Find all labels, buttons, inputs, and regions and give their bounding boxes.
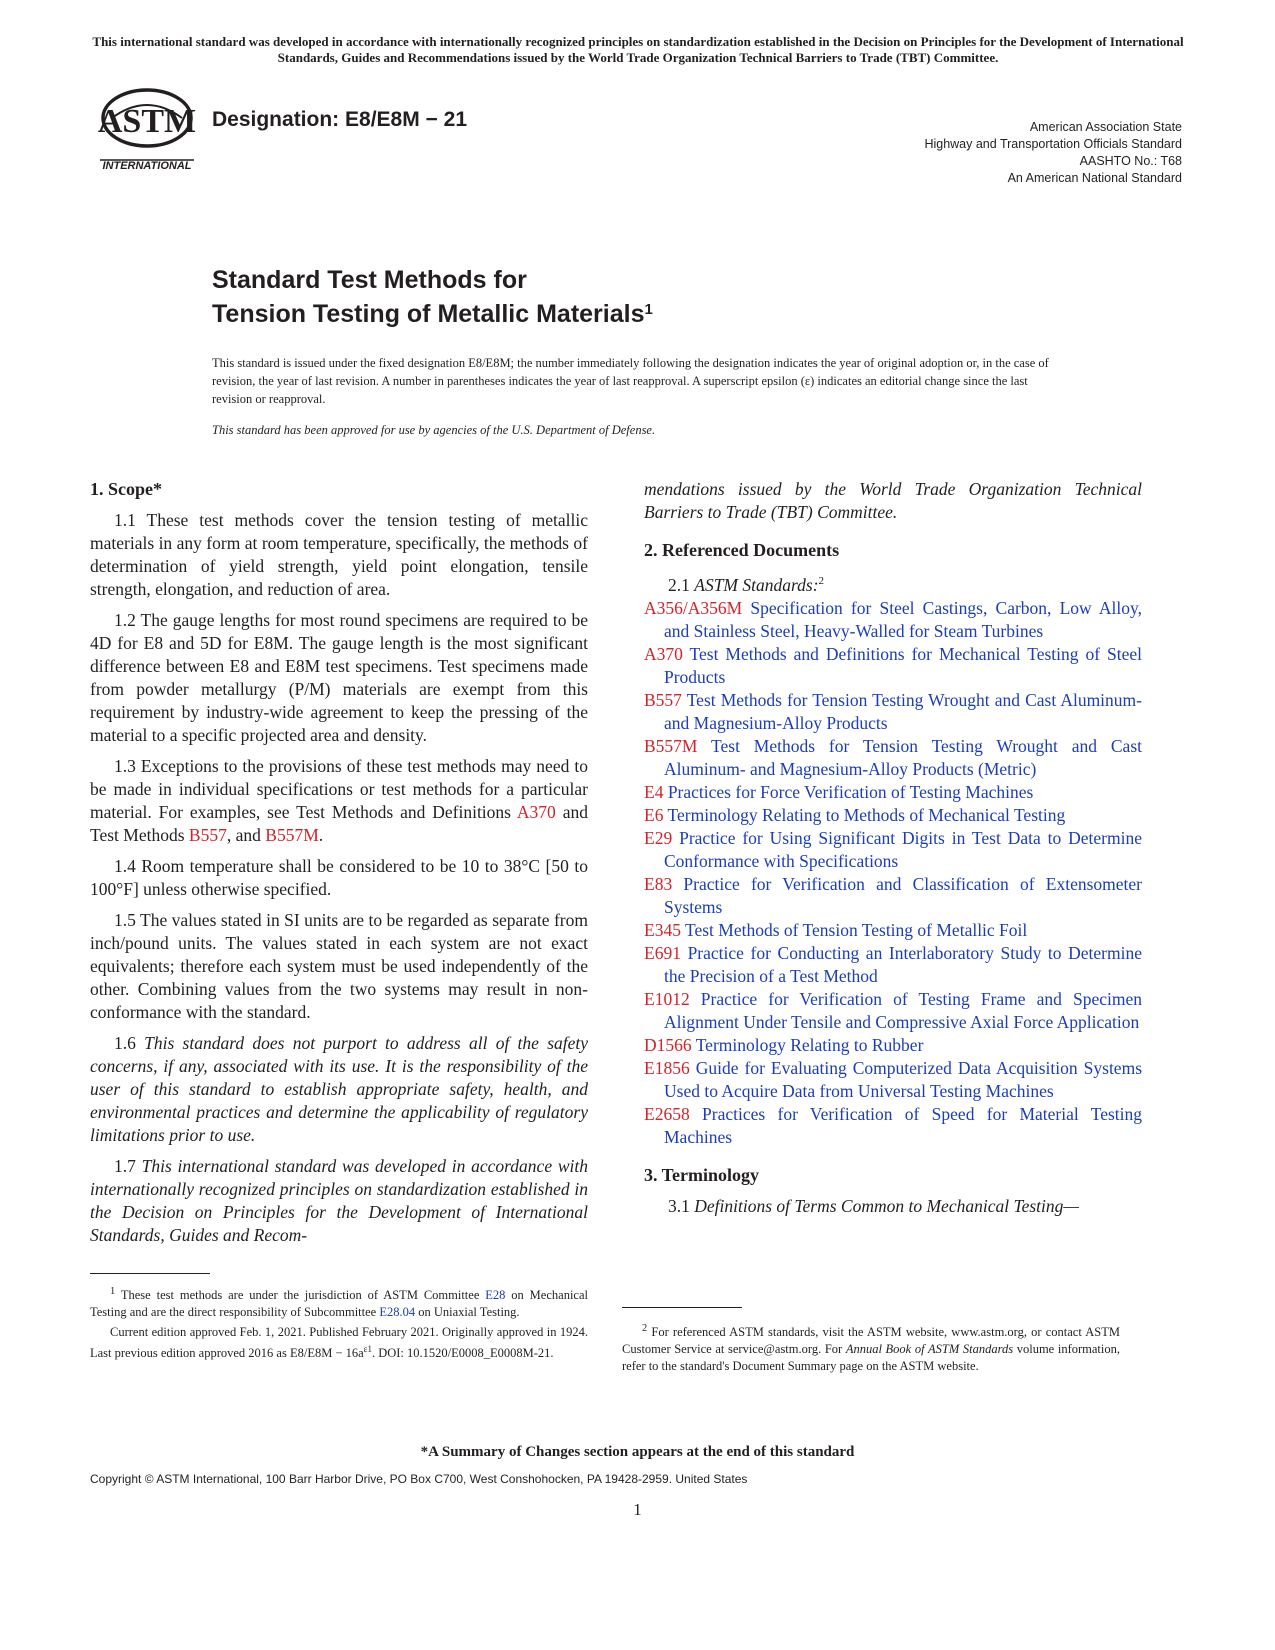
logo-letters: ASTM	[97, 103, 197, 140]
paragraph-1-4: 1.4 Room temperature shall be considered to be 10 to 38°C [50 to 100°F] unless otherwise specified.	[90, 856, 588, 899]
reference-item[interactable]: E83 Practice for Verification and Classification of Extensometer Systems	[644, 873, 1143, 917]
astm-standards-label: 2.1 ASTM Standards:$^2$	[668, 574, 825, 595]
reference-item[interactable]: D1566 Terminology Relating to Rubber	[644, 1034, 924, 1055]
link-e28[interactable]: E28	[485, 1288, 506, 1303]
astm-logo-icon	[92, 82, 202, 174]
reference-item[interactable]: E1012 Practice for Verification of Testing Frame and Specimen Alignment Under Tensile and Compressive Axial Force Application	[644, 988, 1143, 1032]
footnote-rule-right	[622, 1307, 742, 1308]
reference-item[interactable]: B557M Test Methods for Tension Testing Wrought and Cast Aluminum- and Magnesium-Alloy Products (Metric)	[644, 735, 1142, 779]
aashto-block	[924, 119, 1182, 187]
title-line-1: Standard Test Methods for	[212, 266, 527, 294]
right-column	[644, 478, 1142, 1226]
left-column	[90, 478, 588, 1255]
footnote-rule-left	[90, 1273, 210, 1274]
designation: Designation: E8/E8M − 21	[212, 108, 467, 131]
reference-item[interactable]: E29 Practice for Using Significant Digits in Test Data to Determine Conformance with Specifications	[644, 827, 1143, 871]
reference-item[interactable]: E4 Practices for Force Verification of Testing Machines	[644, 781, 1034, 802]
reference-item[interactable]: E345 Test Methods of Tension Testing of Metallic Foil	[644, 919, 1028, 940]
aashto-line: AASHTO No.: T68	[1079, 154, 1182, 168]
aashto-line: American Association State	[1029, 120, 1182, 134]
paragraph-1-6: 1.6 This standard does not purport to address all of the safety concerns, if any, associated with its use. It is the responsibility of the user of this standard to establish appropriate safety, health, and environmental practices and determine the applicability of regulatory limitations prior to use.	[90, 1033, 589, 1145]
reference-item[interactable]: B557 Test Methods for Tension Testing Wrought and Cast Aluminum- and Magnesium-Alloy Products	[644, 689, 1142, 733]
title-footnote-mark: 1	[644, 301, 653, 318]
document-title	[212, 263, 653, 331]
reference-item[interactable]: E6 Terminology Relating to Methods of Mechanical Testing	[644, 804, 1066, 825]
paragraph-1-7: 1.7 This international standard was developed in accordance with internationally recognized principles on standardization established in the Decision on Principles for the Development of International Standards, Guides and Recom-	[90, 1156, 589, 1245]
footnote-1: $^1$ These test methods are under the jurisdiction of ASTM Committee E28 on Mechanical Testing and are the direct responsibility of Subcommittee E28.04 on Uniaxial Testing. Current edition approved Feb. 1, 2021. Published February 2021. Originally approved in 1924. Last previous edition approved 2016 as $E8/E8M - 16a^{\varepsilon 1}$. DOI: 10.1520/E0008_E0008M-21.	[90, 1286, 588, 1361]
reference-item[interactable]: A370 Test Methods and Definitions for Mechanical Testing of Steel Products	[644, 643, 1142, 687]
issued-note: This standard is issued under the fixed designation E8/E8M; the number immediately following the designation indicates the year of original adoption or, in the case of revision, the year of last revision. A number in parentheses indicates the year of last reapproval. A superscript epsilon (ε) indicates an editorial change since the last revision or reapproval.	[212, 356, 1049, 406]
title-line-2: Tension Testing of Metallic Materials$^1$	[212, 300, 653, 328]
astm-logo	[92, 82, 202, 174]
paragraph-1-5: 1.5 The values stated in SI units are to be regarded as separate from inch/pound units. The values stated in each system are not exact equivalents; therefore each system must be used independently of the other. Combining values from the two systems may result in non-conformance with the standard.	[90, 910, 588, 1022]
aashto-line: An American National Standard	[1007, 171, 1182, 185]
reference-list	[644, 597, 1142, 1149]
summary-note: *A Summary of Changes section appears at the end of this standard	[420, 1444, 855, 1460]
reference-item[interactable]: E1856 Guide for Evaluating Computerized Data Acquisition Systems Used to Acquire Data from Universal Testing Machines	[644, 1057, 1142, 1101]
reference-item[interactable]: E691 Practice for Conducting an Interlaboratory Study to Determine the Precision of a Test Method	[644, 942, 1143, 986]
footnote-2: $^2$ For referenced ASTM standards, visit the ASTM website, www.astm.org, or contact ASTM Customer Service at service@astm.org. For Annual Book of ASTM Standards volume information, refer to the standard's Document Summary page on the ASTM website.	[622, 1323, 1121, 1374]
logo-text: INTERNATIONAL	[102, 160, 192, 172]
terminology-heading: 3. Terminology	[644, 1164, 760, 1185]
link-b557[interactable]: B557	[188, 825, 227, 845]
referenced-heading: 2. Referenced Documents	[644, 540, 840, 560]
copyright: Copyright © ASTM International, 100 Barr Harbor Drive, PO Box C700, West Conshohocken, PA 19428-2959. United States	[90, 1472, 748, 1486]
paragraph-1-3: 1.3 Exceptions to the provisions of these test methods may need to be made in individual specifications or test methods for a particular material. For examples, see Test Methods and Definitions A370 and Test Methods B557, and B557M.	[90, 756, 588, 845]
link-e28-04[interactable]: E28.04	[379, 1305, 416, 1320]
link-b557m[interactable]: B557M	[265, 825, 319, 845]
paragraph-1-1: 1.1 These test methods cover the tension testing of metallic materials in any form at room temperature, specifically, the methods of determination of yield strength, yield point elongation, tensile strength, elongation, and reduction of area.	[90, 510, 588, 599]
reference-item[interactable]: E2658 Practices for Verification of Speed for Material Testing Machines	[644, 1103, 1142, 1147]
scope-heading: 1. Scope*	[90, 479, 162, 499]
dod-note: This standard has been approved for use by agencies of the U.S. Department of Defense.	[212, 423, 656, 437]
reference-item[interactable]: A356/A356M Specification for Steel Castings, Carbon, Low Alloy, and Stainless Steel, Heavy-Walled for Steam Turbines	[644, 597, 1142, 641]
page-number: 1	[633, 1500, 642, 1519]
standardization-notice: This international standard was developed in accordance with internationally recognized principles on standardization established in the Decision on Principles for the Development of International Standards, Guides and Recommendations issued by the World Trade Organization Technical Barriers to Trade (TBT) Committee.	[92, 34, 1184, 65]
paragraph-1-7-continued: mendations issued by the World Trade Organization Technical Barriers to Trade (TBT) Committee.	[644, 479, 1142, 522]
link-a370[interactable]: A370	[516, 802, 556, 822]
paragraph-1-2: 1.2 The gauge lengths for most round specimens are required to be 4D for E8 and 5D for E8M. The gauge length is the most significant difference between E8 and E8M test specimens. Test specimens made from powder metallurgy (P/M) materials are exempt from this requirement by industry-wide agreement to keep the pressing of the material to a specific projected area and density.	[90, 610, 588, 745]
aashto-line: Highway and Transportation Officials Standard	[924, 137, 1182, 151]
paragraph-3-1: 3.1 Definitions of Terms Common to Mechanical Testing—	[668, 1195, 1079, 1216]
